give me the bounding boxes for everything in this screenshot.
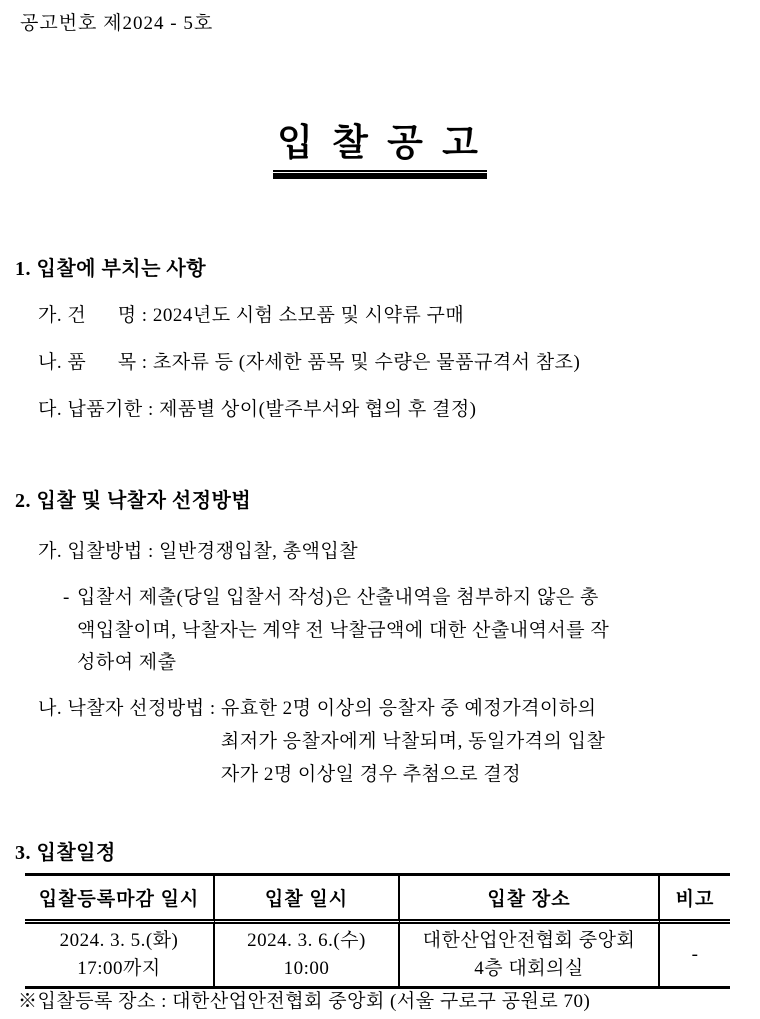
notice-number: 공고번호 제2024 - 5호 (20, 13, 214, 34)
dash-note-line: 액입찰이며, 낙찰자는 계약 전 낙찰금액에 대한 산출내역서를 작 (77, 619, 610, 641)
dash-bullet: - (63, 587, 70, 608)
bid-time: 10:00 (283, 958, 330, 979)
table-cell-bid-place (400, 924, 660, 986)
section-2-heading: 2. 입찰 및 낙찰자 선정방법 (15, 490, 252, 512)
section-1-heading: 1. 입찰에 부치는 사항 (15, 258, 207, 280)
table-header-bid-datetime: 입찰 일시 (215, 876, 400, 924)
winner-selection-line: 유효한 2명 이상의 응찰자 중 예정가격이하의 (220, 698, 597, 719)
document-title: 입 찰 공 고 (273, 112, 487, 172)
section-2-dash-note (63, 582, 609, 680)
bid-place-room: 4층 대회의실 (474, 958, 584, 979)
section-1-item-subject: 가. 건 명 : 2024년도 시험 소모품 및 시약류 구매 (38, 305, 465, 326)
document-title-wrap (0, 112, 760, 172)
bid-place-org: 대한산업안전협회 중앙회 (422, 930, 636, 951)
winner-selection-line: 자가 2명 이상일 경우 추첨으로 결정 (220, 764, 522, 785)
table-cell-note (660, 924, 730, 986)
bid-date: 2024. 3. 6.(수) (247, 930, 366, 951)
winner-selection-label: 나. 낙찰자 선정방법 : (38, 698, 221, 719)
table-header-reg-deadline: 입찰등록마감 일시 (25, 876, 215, 924)
section-1-item-goods: 나. 품 목 : 초자류 등 (자세한 품목 및 수량은 물품규격서 참조) (38, 352, 581, 373)
table-footnote: ※입찰등록 장소 : 대한산업안전협회 중앙회 (서울 구로구 공원로 70) (18, 991, 591, 1012)
section-1-item-delivery: 다. 납품기한 : 제품별 상이(발주부서와 협의 후 결정) (38, 399, 477, 420)
section-2-item-winner-selection (38, 692, 605, 791)
table-header-note: 비고 (660, 876, 730, 924)
bid-schedule-table (25, 873, 730, 989)
reg-deadline-time: 17:00까지 (77, 958, 161, 979)
section-2-item-bid-method: 가. 입찰방법 : 일반경쟁입찰, 총액입찰 (38, 541, 359, 562)
table-cell-bid-datetime (215, 924, 400, 986)
table-cell-reg-deadline (25, 924, 215, 986)
table-header-bid-place: 입찰 장소 (400, 876, 660, 924)
dash-note-line: 성하여 제출 (77, 652, 177, 673)
dash-note-line: 입찰서 제출(당일 입찰서 작성)은 산출내역을 첨부하지 않은 총 (77, 587, 599, 608)
reg-deadline-date: 2024. 3. 5.(화) (59, 930, 179, 951)
winner-selection-lines (221, 692, 605, 791)
dash-note-lines (77, 582, 609, 680)
winner-selection-line: 최저가 응찰자에게 낙찰되며, 동일가격의 입찰 (220, 731, 606, 752)
section-3-heading: 3. 입찰일정 (15, 842, 116, 864)
note-value: - (691, 944, 699, 965)
